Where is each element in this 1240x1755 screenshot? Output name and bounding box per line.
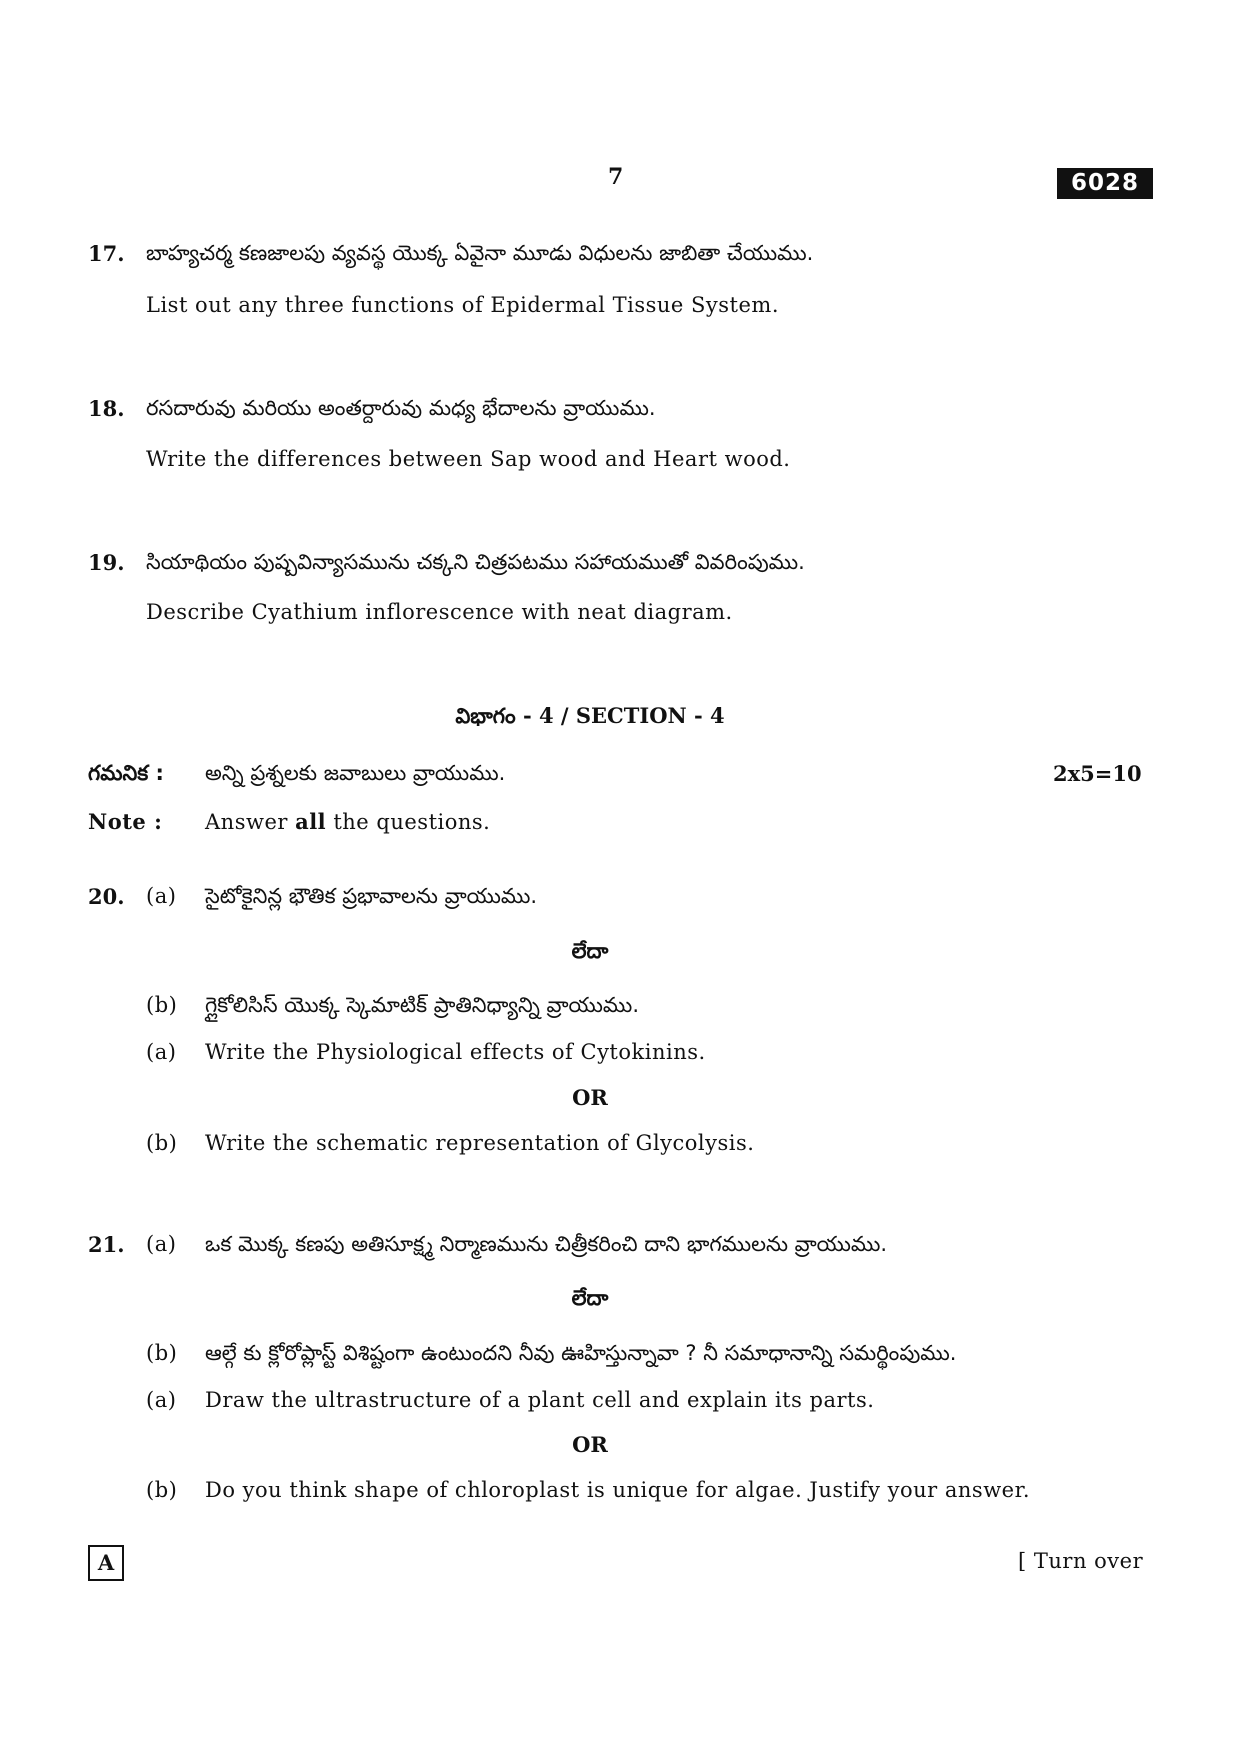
option-label: (b) (146, 1131, 178, 1155)
marks-label: 2x5=10 (1053, 761, 1142, 786)
or-label-telugu: లేదా (571, 939, 609, 963)
or-label-telugu: లేదా (571, 1286, 609, 1310)
question-text-telugu: సియాథియం పుష్పవిన్యాసమును చక్కని చిత్రపటము సహాయముతో వివరింపుము. (146, 550, 805, 574)
option-label: (a) (146, 884, 177, 908)
option-label: (b) (146, 993, 178, 1017)
section-heading: విభాగం - 4 / SECTION - 4 (455, 703, 725, 728)
option-label: (b) (146, 1478, 178, 1502)
option-text-telugu: ఒక మొక్క కణపు అతిసూక్ష్మ నిర్మాణమును చిత్రీకరించి దాని భాగములను వ్రాయుము. (205, 1232, 888, 1256)
question-number: 19. (88, 550, 125, 575)
question-text-telugu: రసదారువు మరియు అంతర్దారువు మధ్య భేదాలను వ్రాయుము. (146, 396, 656, 420)
question-number: 17. (88, 241, 125, 266)
option-text-telugu: ఆల్గే కు క్లోరోప్లాస్ట్ విశిష్టంగా ఉంటుందని నీవు ఊహిస్తున్నావా ? నీ సమాధానాన్ని సమర్థింపుము. (205, 1341, 957, 1365)
or-label-english: OR (572, 1432, 608, 1457)
option-text-telugu: గ్లైకోలిసిస్ యొక్క స్కెమాటిక్ ప్రాతినిధ్యాన్ని వ్రాయుము. (205, 993, 639, 1017)
question-number: 20. (88, 884, 125, 909)
question-text-english: Describe Cyathium inflorescence with neat diagram. (146, 600, 733, 624)
option-label: (b) (146, 1341, 178, 1365)
question-number: 18. (88, 396, 125, 421)
option-text-english: Write the Physiological effects of Cytokinins. (205, 1040, 706, 1064)
page-number: 7 (608, 164, 624, 190)
option-text-english: Write the schematic representation of Glycolysis. (205, 1131, 755, 1155)
note-label-english: Note : (88, 809, 163, 834)
option-label: (a) (146, 1040, 177, 1064)
question-number: 21. (88, 1232, 125, 1257)
series-code-box: A (88, 1545, 124, 1581)
note-text-telugu: అన్ని ప్రశ్నలకు జవాబులు వ్రాయుము. (205, 761, 506, 785)
option-text-english: Do you think shape of chloroplast is unique for algae. Justify your answer. (205, 1478, 1030, 1502)
note-text-english: Answer all the questions. (205, 809, 491, 834)
option-label: (a) (146, 1232, 177, 1256)
note-label-telugu: గమనిక : (88, 761, 164, 785)
option-text-telugu: సైటోకైనిన్ల భౌతిక ప్రభావాలను వ్రాయుము. (205, 884, 538, 908)
turn-over-label: [ Turn over (1018, 1549, 1144, 1573)
question-text-english: Write the differences between Sap wood and Heart wood. (146, 447, 791, 471)
or-label-english: OR (572, 1085, 608, 1110)
question-text-telugu: బాహ్యచర్మ కణజాలపు వ్యవస్థ యొక్క ఏవైనా మూడు విధులను జాబితా చేయుము. (146, 241, 814, 265)
option-text-english: Draw the ultrastructure of a plant cell and explain its parts. (205, 1388, 875, 1412)
paper-code-badge: 6028 (1057, 168, 1153, 199)
option-label: (a) (146, 1388, 177, 1412)
question-text-english: List out any three functions of Epidermal Tissue System. (146, 293, 780, 317)
